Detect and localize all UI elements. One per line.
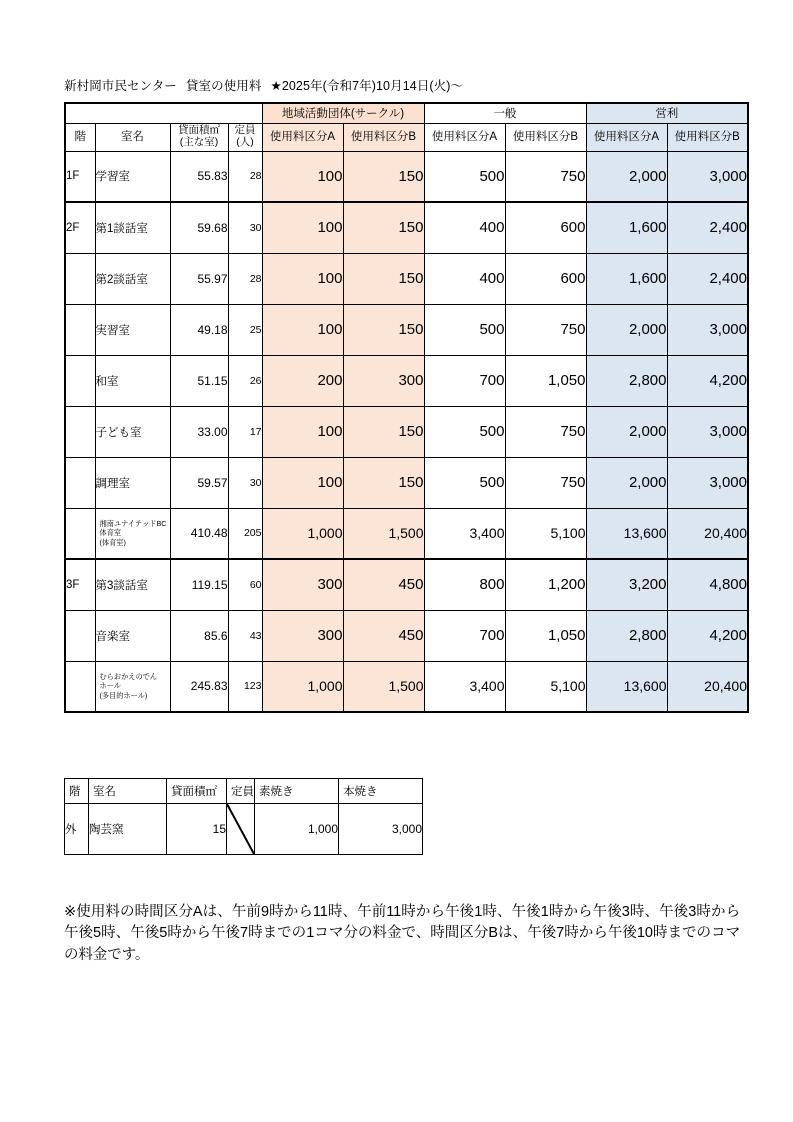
cell-general-rate-a: 700 [424,355,505,406]
cell-room-name: 子ども室 [95,406,170,457]
cell-profit-rate-b: 4,800 [667,559,748,610]
cell-floor [65,406,95,457]
cell-area: 33.00 [170,406,228,457]
cell-general-rate-b: 1,050 [505,610,586,661]
group-header-spacer [65,103,262,123]
fee-table-body [65,151,748,712]
col-header-profit-rate-a: 使用料区分A [586,123,667,151]
table-row [65,151,748,202]
cell-profit-rate-b: 20,400 [667,661,748,712]
kiln-table-head [65,779,423,804]
cell-room-name: 学習室 [95,151,170,202]
cell-profit-rate-b: 4,200 [667,610,748,661]
cell-profit-rate-b: 3,000 [667,457,748,508]
cell-general-rate-b: 750 [505,304,586,355]
cell-room-name: 音楽室 [95,610,170,661]
cell-circle-rate-b: 150 [343,202,424,253]
cell-capacity: 43 [228,610,262,661]
cell-profit-rate-a: 1,600 [586,253,667,304]
cell-circle-rate-a: 300 [262,559,343,610]
cell-capacity: 205 [228,508,262,559]
cell-profit-rate-a: 2,000 [586,151,667,202]
group-header-row [65,103,748,123]
cell-room-name: 和室 [95,355,170,406]
cell-floor [65,355,95,406]
kiln-table-body [65,804,423,855]
kiln-fee-table [64,778,423,855]
cell-profit-rate-b: 20,400 [667,508,748,559]
cell-capacity: 123 [228,661,262,712]
diagonal-strike-icon [227,804,254,854]
group-header-profit: 営利 [586,103,748,123]
cell-area: 59.57 [170,457,228,508]
cell-area: 85.6 [170,610,228,661]
cell-capacity: 17 [228,406,262,457]
cell-profit-rate-a: 2,000 [586,304,667,355]
cell-room-name: 第2談話室 [95,253,170,304]
col-header-general-rate-b: 使用料区分B [505,123,586,151]
cell-area: 245.83 [170,661,228,712]
cell-room-name: むらおかえのでん ホール (多目的ホール) [95,661,170,712]
cell-general-rate-b: 600 [505,253,586,304]
table-row [65,559,748,610]
cell-profit-rate-b: 3,000 [667,151,748,202]
cell-general-rate-a: 3,400 [424,508,505,559]
cell-circle-rate-a: 100 [262,151,343,202]
cell-profit-rate-b: 2,400 [667,202,748,253]
table-row [65,661,748,712]
cell-general-rate-a: 400 [424,202,505,253]
col-header-profit-rate-b: 使用料区分B [667,123,748,151]
cell-circle-rate-a: 1,000 [262,661,343,712]
table-row [65,304,748,355]
col-header-circle-rate-b: 使用料区分B [343,123,424,151]
kiln-cell-floor: 外 [65,804,89,855]
cell-general-rate-b: 600 [505,202,586,253]
cell-room-name: 第1談話室 [95,202,170,253]
table-row [65,610,748,661]
table-row [65,804,423,855]
cell-area: 51.15 [170,355,228,406]
col-header-general-rate-a: 使用料区分A [424,123,505,151]
cell-capacity: 28 [228,253,262,304]
kiln-cell-room-name: 陶芸窯 [89,804,167,855]
cell-room-name: 調理室 [95,457,170,508]
kiln-col-header-floor: 階 [65,779,89,804]
cell-profit-rate-a: 1,600 [586,202,667,253]
cell-circle-rate-b: 150 [343,253,424,304]
kiln-col-header-biscuit: 素焼き [255,779,339,804]
cell-circle-rate-a: 100 [262,253,343,304]
kiln-cell-biscuit-price: 1,000 [255,804,339,855]
col-header-circle-rate-a: 使用料区分A [262,123,343,151]
cell-room-name: 実習室 [95,304,170,355]
cell-capacity: 25 [228,304,262,355]
cell-floor: 1F [65,151,95,202]
table-row [65,406,748,457]
kiln-cell-area: 15 [167,804,227,855]
col-header-capacity-line1: 定員 [234,124,256,137]
table-row [65,457,748,508]
cell-profit-rate-a: 2,800 [586,355,667,406]
effective-date: ★2025年(令和7年)10月14日(火)～ [270,79,464,93]
col-header-floor: 階 [65,123,95,151]
cell-profit-rate-a: 2,000 [586,457,667,508]
cell-circle-rate-b: 450 [343,559,424,610]
cell-circle-rate-a: 100 [262,304,343,355]
cell-profit-rate-a: 3,200 [586,559,667,610]
cell-profit-rate-a: 2,800 [586,610,667,661]
cell-area: 59.68 [170,202,228,253]
cell-floor [65,253,95,304]
cell-area: 49.18 [170,304,228,355]
kiln-column-header-row [65,779,423,804]
table-row [65,202,748,253]
col-header-area [170,123,228,151]
col-header-capacity-line2: (人) [236,136,254,148]
cell-circle-rate-b: 150 [343,304,424,355]
kiln-col-header-area: 貸面積㎡ [167,779,227,804]
cell-circle-rate-a: 100 [262,202,343,253]
cell-capacity: 30 [228,202,262,253]
cell-profit-rate-b: 3,000 [667,304,748,355]
column-header-row [65,123,748,151]
kiln-col-header-glaze: 本焼き [339,779,423,804]
col-header-area-line1: 貸面積㎡ [178,124,220,137]
cell-general-rate-a: 800 [424,559,505,610]
cell-circle-rate-b: 450 [343,610,424,661]
cell-circle-rate-b: 150 [343,151,424,202]
col-header-capacity [228,123,262,151]
cell-floor [65,610,95,661]
cell-floor [65,457,95,508]
cell-floor: 3F [65,559,95,610]
cell-general-rate-a: 500 [424,406,505,457]
cell-room-name: 湘南ユナイテッドBC 体育室 (体育室) [95,508,170,559]
cell-circle-rate-a: 100 [262,457,343,508]
cell-capacity: 60 [228,559,262,610]
cell-general-rate-b: 750 [505,406,586,457]
kiln-col-header-capacity: 定員 [227,779,255,804]
cell-circle-rate-b: 150 [343,406,424,457]
cell-general-rate-a: 400 [424,253,505,304]
cell-floor [65,508,95,559]
cell-area: 55.83 [170,151,228,202]
cell-room-name: 第3談話室 [95,559,170,610]
table-row [65,355,748,406]
cell-floor: 2F [65,202,95,253]
cell-capacity: 30 [228,457,262,508]
usage-time-footnote: ※使用料の時間区分Aは、午前9時から11時、午前11時から午後1時、午後1時から午後3時、午後3時から午後5時、午後5時から午後7時までの1コマ分の料金で、時間区分Bは、午後7時から午後10時までのコマの料金です。 [64,904,740,963]
cell-circle-rate-b: 1,500 [343,508,424,559]
kiln-cell-glaze-price: 3,000 [339,804,423,855]
cell-circle-rate-a: 300 [262,610,343,661]
cell-general-rate-b: 750 [505,457,586,508]
group-header-circle: 地域活動団体(サークル) [262,103,424,123]
cell-general-rate-a: 700 [424,610,505,661]
cell-general-rate-a: 500 [424,304,505,355]
kiln-col-header-room: 室名 [89,779,167,804]
cell-profit-rate-b: 3,000 [667,406,748,457]
cell-general-rate-b: 5,100 [505,508,586,559]
cell-floor [65,304,95,355]
cell-circle-rate-b: 1,500 [343,661,424,712]
group-header-general: 一般 [424,103,586,123]
fee-table-head [65,103,748,151]
cell-profit-rate-b: 2,400 [667,253,748,304]
cell-general-rate-a: 500 [424,457,505,508]
document-subject: 貸室の使用料 [185,79,262,93]
cell-profit-rate-b: 4,200 [667,355,748,406]
cell-circle-rate-b: 150 [343,457,424,508]
cell-area: 119.15 [170,559,228,610]
cell-general-rate-a: 3,400 [424,661,505,712]
cell-area: 55.97 [170,253,228,304]
facility-name: 新村岡市民センター [64,79,177,93]
cell-general-rate-b: 1,200 [505,559,586,610]
cell-general-rate-b: 5,100 [505,661,586,712]
cell-circle-rate-a: 100 [262,406,343,457]
cell-area: 410.48 [170,508,228,559]
col-header-area-line2: (主な室) [179,136,219,148]
cell-floor [65,661,95,712]
kiln-cell-capacity-not-applicable [227,804,255,855]
cell-profit-rate-a: 13,600 [586,508,667,559]
fee-table [64,102,749,713]
cell-profit-rate-a: 13,600 [586,661,667,712]
cell-circle-rate-a: 200 [262,355,343,406]
cell-general-rate-a: 500 [424,151,505,202]
table-row [65,508,748,559]
cell-general-rate-b: 750 [505,151,586,202]
page-title [64,76,463,94]
cell-circle-rate-b: 300 [343,355,424,406]
cell-profit-rate-a: 2,000 [586,406,667,457]
table-row [65,253,748,304]
cell-circle-rate-a: 1,000 [262,508,343,559]
col-header-room: 室名 [95,123,170,151]
cell-capacity: 28 [228,151,262,202]
cell-capacity: 26 [228,355,262,406]
cell-general-rate-b: 1,050 [505,355,586,406]
